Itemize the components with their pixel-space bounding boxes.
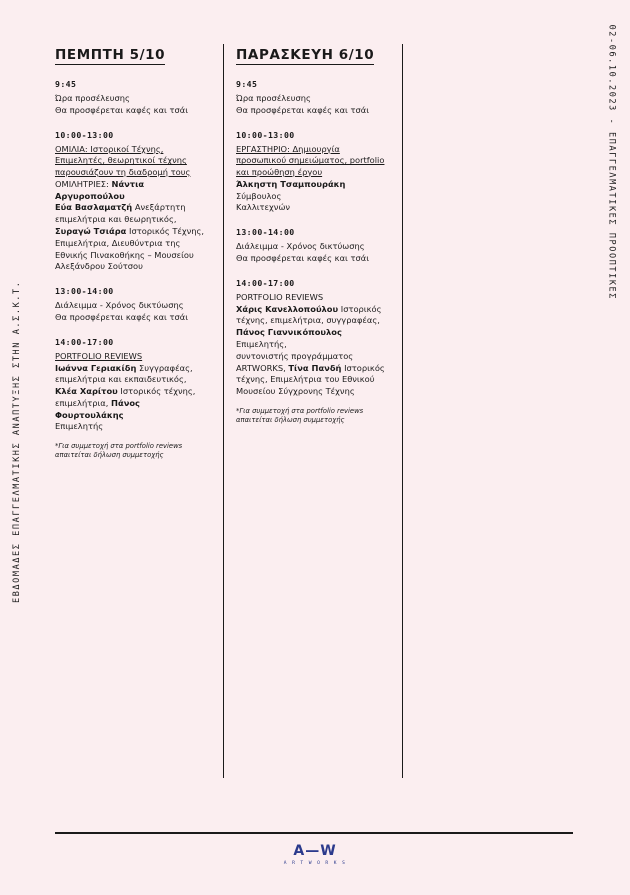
logo-mark: A—W: [293, 843, 337, 859]
block-time: 9:45: [236, 79, 258, 89]
block-line: Καλλιτεχνών: [236, 202, 291, 213]
schedule-block: [55, 337, 211, 461]
schedule-block: [55, 130, 211, 274]
block-line: PORTFOLIO REVIEWS: [236, 291, 324, 302]
block-line: Εθνικής Πινακοθήκης – Μουσείου: [55, 249, 194, 260]
day-column-thursday: [55, 44, 223, 474]
block-time: 9:45: [55, 79, 77, 89]
block-line: Ώρα προσέλευσης: [55, 93, 130, 103]
schedule-block: [236, 227, 391, 265]
block-line: Πάνος Γιαννικόπουλος Επιμελητής,: [236, 327, 342, 349]
block-line: ΟΜΙΛΙΑ: Ιστορικοί Τέχνης,: [55, 143, 164, 154]
block-line: επιμελήτρια, Πάνος Φουρτουλάκης: [55, 397, 140, 420]
block-line: Μουσείου Σύγχρονης Τέχνης: [236, 386, 355, 397]
day-blocks: [55, 79, 211, 461]
footer-divider: [55, 832, 573, 834]
block-line: επιμελήτρια και εκπαιδευτικός,: [55, 374, 187, 385]
block-line: Κλέα Χαρίτου Ιστορικός τέχνης,: [55, 386, 196, 397]
block-line: Θα προσφέρεται καφές και τσάι: [55, 311, 189, 322]
right-vertical-label: 02-06.10.2023 - ΕΠΑΓΓΕΛΜΑΤΙΚΕΣ ΠΡΟΟΠΤΙΚΕΣ: [606, 24, 616, 300]
day-title: ΠΕΜΠΤΗ 5/10: [55, 47, 166, 63]
block-line: επιμελήτρια και θεωρητικός,: [55, 214, 177, 225]
schedule-columns: [55, 44, 410, 474]
schedule-block: [236, 79, 391, 117]
block-line: και προώθηση έργου: [236, 167, 323, 178]
block-time: 14:00-17:00: [236, 277, 295, 288]
block-line: Χάρις Κανελλοπούλου Ιστορικός: [236, 303, 382, 314]
block-line: Ιωάννα Γεριακίδη Συγγραφέας,: [55, 362, 193, 373]
block-line: παρουσιάζουν τη διαδρομή τους: [55, 167, 191, 178]
block-time: 10:00-13:00: [236, 129, 295, 140]
block-line: συντονιστής προγράμματος: [236, 350, 354, 361]
schedule-block: [55, 286, 211, 324]
block-line: ΟΜΙΛΗΤΡΙΕΣ: Νάντια Αργυροπούλου: [55, 178, 145, 201]
block-line: Αλεξάνδρου Σούτσου: [55, 261, 143, 272]
block-line: Άλκηστη Τσαμπουράκη Σύμβουλος: [236, 178, 346, 201]
left-vertical-label: ΕΒΔΟΜΑΔΕΣ ΕΠΑΓΓΕΛΜΑΤΙΚΗΣ ΑΝΑΠΤΥΞΗΣ ΣΤΗΝ Α.Σ.Κ.Τ.: [12, 280, 22, 603]
schedule-block: [236, 278, 391, 425]
block-time: 14:00-17:00: [55, 336, 114, 347]
block-line: Ώρα προσέλευσης: [236, 93, 311, 103]
block-line: Θα προσφέρεται καφές και τσάι: [55, 104, 189, 115]
artworks-logo: [0, 844, 630, 866]
block-line: τέχνης, επιμελήτρια, συγγραφέας,: [236, 315, 380, 326]
day-blocks: [236, 79, 391, 425]
block-line: τέχνης, Επιμελήτρια του Εθνικού: [236, 374, 375, 385]
block-line: προσωπικού σημειώματος, portfolio: [236, 155, 385, 166]
block-time: 13:00-14:00: [55, 286, 114, 297]
block-time: 13:00-14:00: [236, 227, 295, 238]
block-note: *Για συμμετοχή στα portfolio reviews απαιτείται δήλωση συμμετοχής: [55, 442, 183, 460]
block-note: *Για συμμετοχή στα portfolio reviews απαιτείται δήλωση συμμετοχής: [236, 406, 364, 425]
logo-subtitle: A R T W O R K S: [283, 861, 347, 866]
block-line: ΕΡΓΑΣΤΗΡΙΟ: Δημιουργία: [236, 143, 340, 154]
block-line: Θα προσφέρεται καφές και τσάι: [236, 104, 370, 115]
block-line: Διάλειμμα - Χρόνος δικτύωσης: [236, 241, 365, 252]
day-column-friday: [223, 44, 401, 474]
schedule-block: [55, 79, 211, 117]
block-line: Εύα Βασλαματζή Ανεξάρτητη: [55, 202, 186, 213]
block-line: Επιμελήτρια, Διευθύντρια της: [55, 237, 181, 248]
block-line: Επιμελητής: [55, 421, 104, 432]
block-line: ARTWORKS, Τίνα Πανδή Ιστορικός: [236, 362, 385, 373]
block-line: Θα προσφέρεται καφές και τσάι: [236, 253, 370, 264]
schedule-block: [236, 130, 391, 215]
block-line: PORTFOLIO REVIEWS: [55, 350, 143, 361]
block-line: Επιμελητές, θεωρητικοί τέχνης: [55, 155, 187, 166]
block-line: Διάλειμμα - Χρόνος δικτύωσης: [55, 300, 184, 311]
block-line: Συραγώ Τσιάρα Ιστορικός Τέχνης,: [55, 226, 205, 237]
block-time: 10:00-13:00: [55, 129, 114, 140]
day-title: ΠΑΡΑΣΚΕΥΗ 6/10: [236, 47, 375, 63]
